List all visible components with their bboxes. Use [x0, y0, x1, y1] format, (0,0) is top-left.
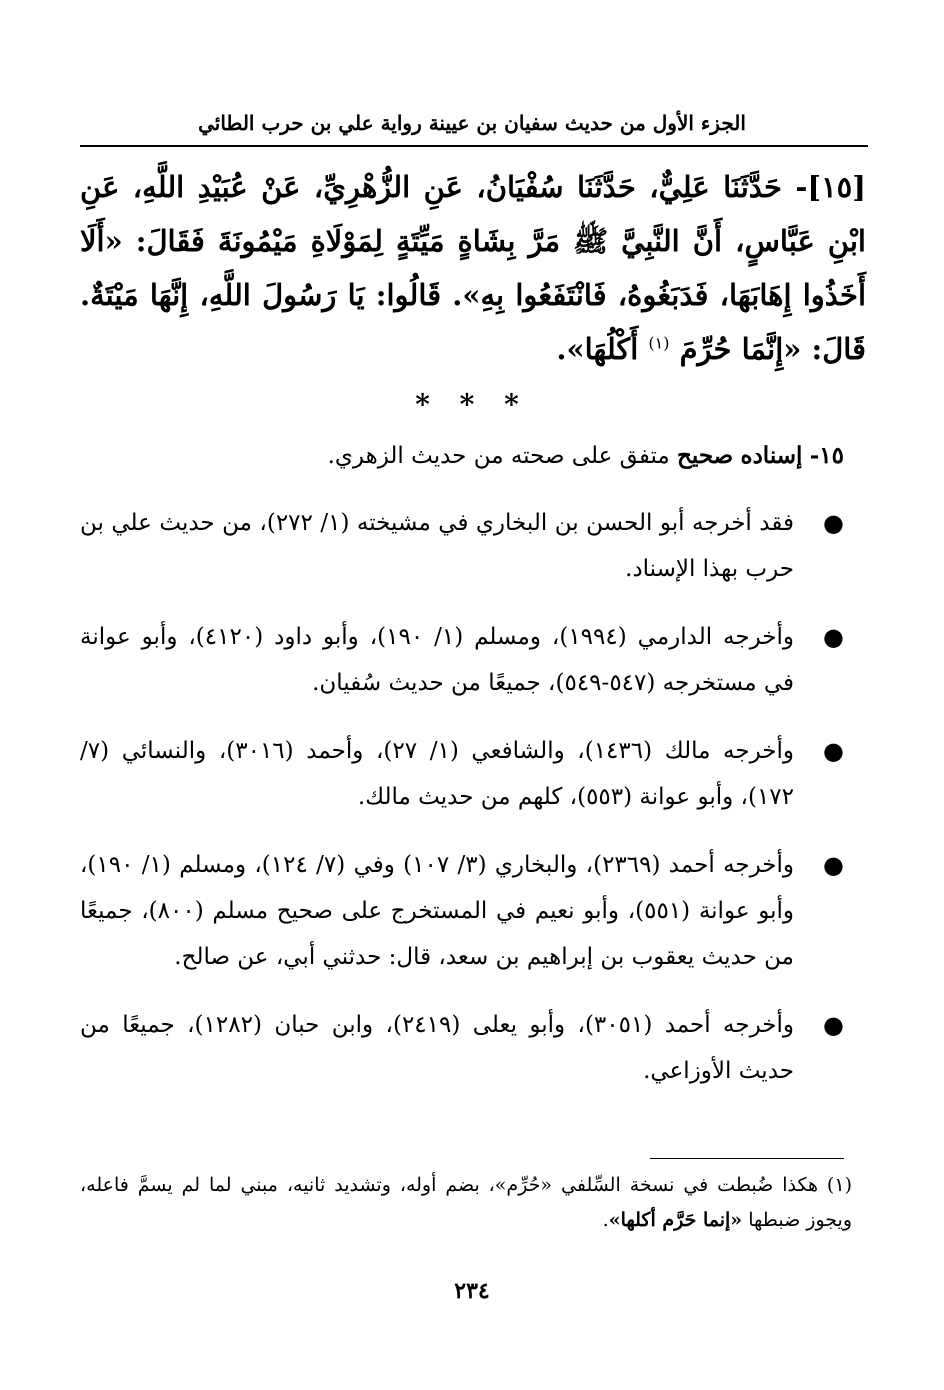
bullet-icon: ●	[823, 509, 844, 537]
footnote-bold-text: «إنما حَرَّم أكلها»	[608, 1209, 743, 1231]
section-separator: * * *	[415, 388, 529, 421]
running-head: الجزء الأول من حديث سفيان بن عيينة رواية علي بن حرب الطائي	[198, 111, 746, 135]
hadith-text-part2: أَكْلُهَا».	[556, 332, 639, 366]
list-item-text: وأخرجه أحمد (٢٣٦٩)، والبخاري (٣/ ١٠٧) وفي (٧/ ١٢٤)، ومسلم (١/ ١٩٠)، وأبو عوانة (٥٥١)، وأبو نعيم في المستخرج على صحيح مسلم (٨٠٠)، جميعًا من حديث يعقوب بن إبراهيم بن سعد، قال: حدثني أبي، عن صالح.	[80, 852, 795, 970]
takhrij-list	[80, 500, 844, 1116]
bullet-icon: ●	[823, 851, 844, 879]
footnote-rule	[650, 1158, 844, 1159]
footnote-text: (١) هكذا ضُبطت في نسخة السِّلفي «حُرِّم»، بضم أوله، وتشديد ثانيه، مبني لما لم يسمَّ فاعله، ويجوز ضبطها	[80, 1174, 852, 1231]
footnote-end: .	[602, 1209, 609, 1231]
hadith-text	[80, 160, 866, 376]
header-rule	[80, 145, 868, 147]
bullet-icon: ●	[823, 1011, 844, 1039]
takhrij-number: ١٥-	[809, 442, 844, 469]
footnote	[80, 1168, 852, 1238]
list-item-text: وأخرجه مالك (١٤٣٦)، والشافعي (١/ ٢٧)، وأحمد (٣٠١٦)، والنسائي (٧/ ١٧٢)، وأبو عوانة (٥٥٣)، كلهم من حديث مالك.	[80, 738, 794, 810]
bullet-icon: ●	[823, 623, 844, 651]
list-item	[80, 728, 844, 820]
list-item	[80, 614, 844, 706]
list-item-text: فقد أخرجه أبو الحسن بن البخاري في مشيخته (١/ ٢٧٢)، من حديث علي بن حرب بهذا الإسناد.	[80, 510, 794, 582]
bullet-icon: ●	[823, 737, 844, 765]
takhrij-heading	[80, 436, 844, 476]
page-number: ٢٣٤	[454, 1278, 490, 1304]
list-item	[80, 500, 844, 592]
footnote-ref: (١)	[648, 333, 670, 353]
list-item	[80, 1002, 844, 1094]
hadith-text-part1: [١٥]- حَدَّثَنَا عَلِيٌّ، حَدَّثَنَا سُفْيَانُ، عَنِ الزُّهْرِيِّ، عَنْ عُبَيْدِ اللَّهِ، عَنِ ابْنِ عَبَّاسٍ، أَنَّ النَّبِيَّ ﷺ مَرَّ بِشَاةٍ مَيِّتَةٍ لِمَوْلَاةِ مَيْمُونَةَ فَقَالَ: «أَلَا أَخَذُوا إِهَابَهَا، فَدَبَغُوهُ، فَانْتَفَعُوا بِهِ». قَالُوا: يَا رَسُولَ اللَّهِ، إِنَّهَا مَيْتَةٌ. قَالَ: «إِنَّمَا حُرِّمَ	[80, 170, 866, 366]
list-item-text: وأخرجه الدارمي (١٩٩٤)، ومسلم (١/ ١٩٠)، وأبو داود (٤١٢٠)، وأبو عوانة في مستخرجه (٥٤٧-٥٤٩)، جميعًا من حديث سُفيان.	[80, 624, 794, 696]
takhrij-lead: إسناده	[740, 442, 803, 469]
list-item	[80, 842, 844, 980]
takhrij-grade: صحيح	[677, 442, 734, 469]
takhrij-rest: متفق على صحته من حديث الزهري.	[327, 443, 670, 469]
list-item-text: وأخرجه أحمد (٣٠٥١)، وأبو يعلى (٢٤١٩)، وابن حبان (١٢٨٢)، جميعًا من حديث الأوزاعي.	[80, 1012, 794, 1084]
